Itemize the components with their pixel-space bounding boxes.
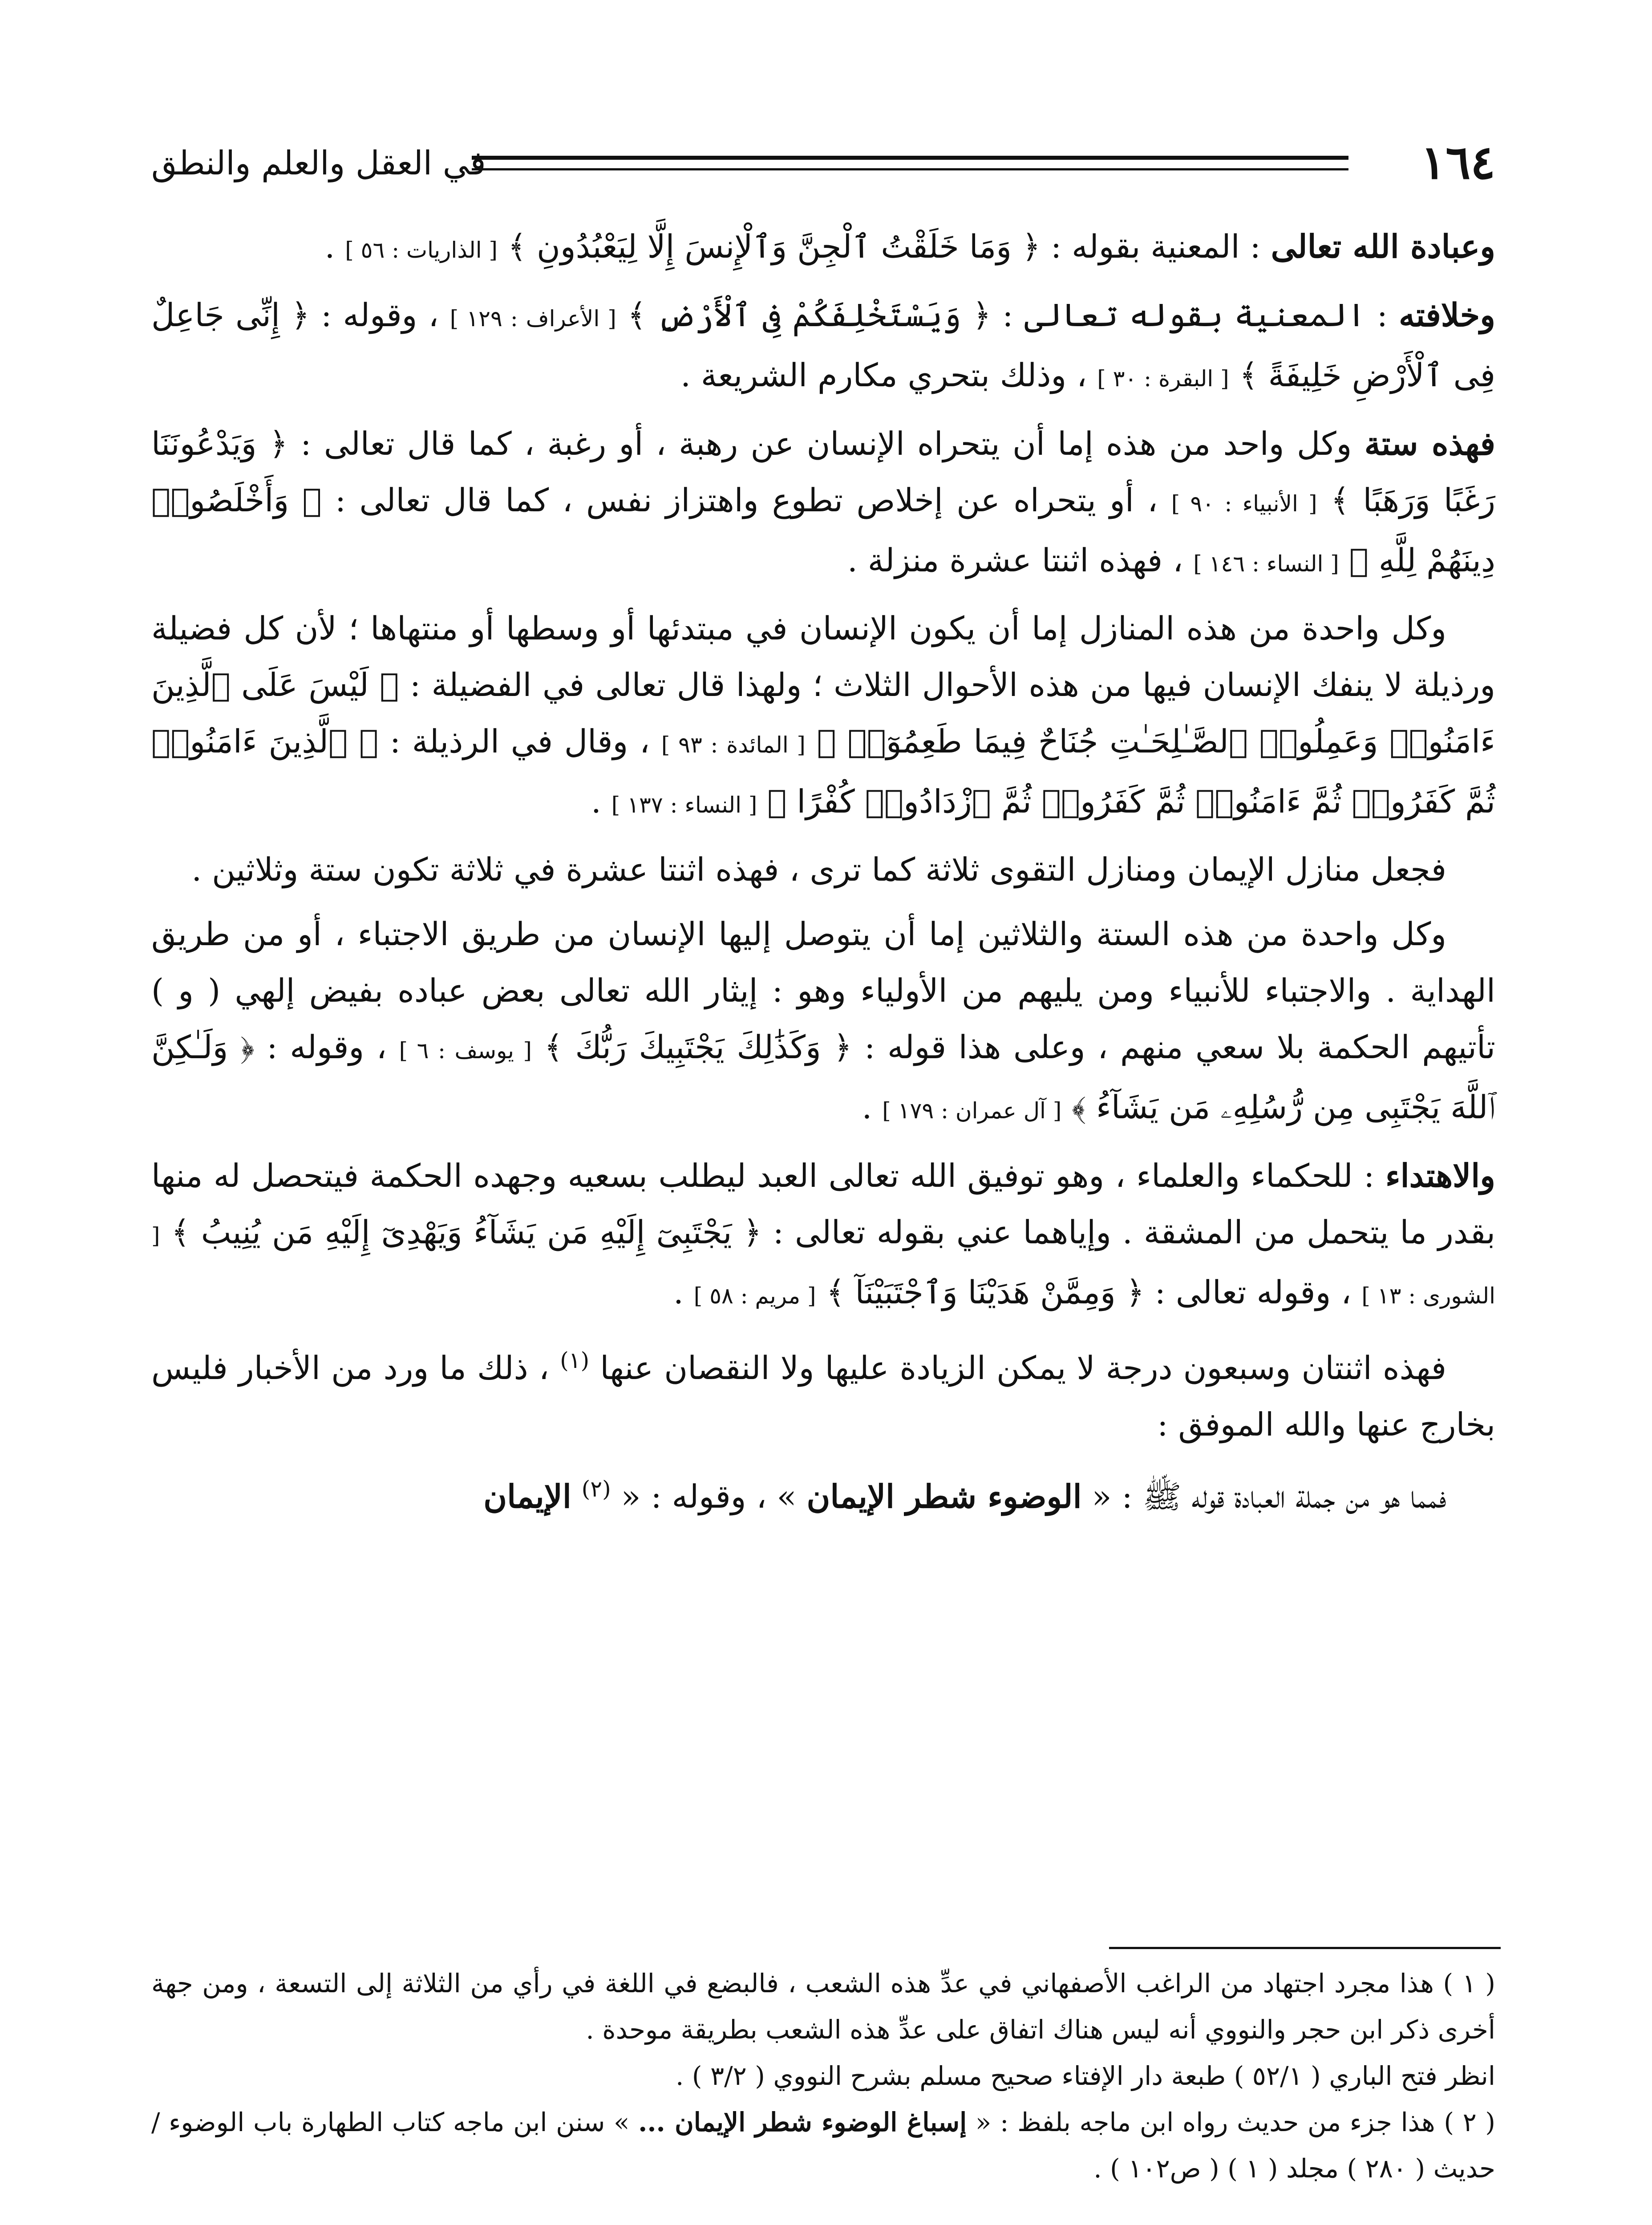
footnote-1 xyxy=(151,1960,1495,2053)
header-double-rule xyxy=(472,154,1348,181)
footnote-marker: (٢) xyxy=(581,1476,611,1502)
footnote-text: » سنن ابن ماجه كتاب الطهارة باب الوضوء / حديث ( ٢٨٠ ) مجلد ( ١ ) ( ص١٠٢ ) . xyxy=(151,2107,1495,2184)
paragraph-thirty-six xyxy=(151,841,1495,898)
paragraph-text: فجعل منازل الإيمان ومنازل التقوى ثلاثة كما ترى ، فهذه اثنتا عشرة في ثلاثة تكون ستة وثلاثين . xyxy=(191,851,1446,888)
paragraph-end: ، ذلك ما ورد من الأخبار فليس بخارج عنها والله الموفق : xyxy=(151,1349,1495,1443)
verse-reference: [ النساء : ١٤٦ ] xyxy=(1193,551,1339,577)
paragraph-text: وكل واحدة من هذه الستة والثلاثين إما أن يتوصل إليها الإنسان من طريق الاجتباء ، أو من طريق الهداية . والاجتباء للأنبياء ومن يليهم من الأولياء وهو : إيثار الله تعالى بعض عباده بفيض إلهي ( و ) تأتيهم الحكمة بلا سعي منهم ، وعلى هذا قوله : ﴿ وَكَذَٰلِكَ يَجْتَبِيكَ رَبُّكَ ﴾ xyxy=(151,915,1496,1066)
paragraph-stations xyxy=(151,600,1495,833)
verse-reference: [ الذاريات : ٥٦ ] xyxy=(345,237,498,263)
paragraph-text: فهذه اثنتان وسبعون درجة لا يمكن الزيادة عليها ولا النقصان عنها xyxy=(600,1349,1447,1387)
paragraph-end: . xyxy=(862,1088,872,1126)
paragraph-worship xyxy=(151,218,1495,279)
verse-reference: [ المائدة : ٩٣ ] xyxy=(661,732,806,758)
verse-reference: [ الأعراف : ١٢٩ ] xyxy=(449,306,616,332)
footnote-text: ( ٢ ) هذا جزء من حديث رواه ابن ماجه بلفظ : « xyxy=(975,2107,1495,2137)
term-worship: وعبادة الله تعالى xyxy=(1271,227,1495,265)
hadith-quote: الوضوء شطر الإيمان xyxy=(806,1477,1082,1515)
footnotes xyxy=(151,1960,1495,2192)
paragraph-text: : المعنية بقوله تعالى : ﴿ وَيَسْتَخْلِفَكُمْ فِى ٱلْأَرْضِ ﴾ xyxy=(627,296,1388,334)
paragraph-guidance xyxy=(151,1147,1495,1324)
footnote-text: ( ١ ) هذا مجرد اجتهاد من الراغب الأصفهاني في عدِّ هذه الشعب ، فالبضع في اللغة في رأي من الثلاثة إلى التسعة ، ومن جهة أخرى ذكر ابن حجر والنووي أنه ليس هناك اتفاق على عدِّ هذه الشعب بطريقة موحدة . xyxy=(151,1968,1495,2045)
paragraph-text: ، وقال في الرذيلة : ﴿ ٱلَّذِينَ ءَامَنُوا۟ ثُمَّ كَفَرُوا۟ ثُمَّ ءَامَنُوا۟ ثُمَّ كَفَرُوا۟ ثُمَّ ٱزْدَادُوا۟ كُفْرًا ﴾ xyxy=(151,723,1495,820)
paragraph-end: ، وذلك بتحري مكارم الشريعة . xyxy=(680,356,1087,394)
paragraph-text: : للحكماء والعلماء ، وهو توفيق الله تعالى العبد ليطلب بسعيه وجهده الحكمة فيتحصل له منها بقدر ما يتحمل من المشقة . وإياهما عني بقوله تعالى : ﴿ يَجْتَبِىٓ إِلَيْهِ مَن يَشَآءُ وَيَهْدِىٓ إِلَيْهِ مَن يُنِيبُ ﴾ xyxy=(151,1157,1496,1251)
main-text xyxy=(151,218,1495,1525)
paragraph-six xyxy=(151,415,1495,592)
footnote-1-source xyxy=(151,2053,1495,2099)
paragraph-text: ، وقوله : ﴿ وَلَـٰكِنَّ ٱللَّهَ يَجْتَبِى مِن رُّسُلِهِۦ مَن يَشَآءُ ﴾ xyxy=(151,1028,1495,1126)
paragraph-vicegerency xyxy=(151,287,1495,407)
paragraph-text: وكل واحد من هذه إما أن يتحراه الإنسان عن رهبة ، أو رغبة ، كما قال تعالى : ﴿ وَيَدْعُونَنَا رَغَبًا وَرَهَبًا ﴾ xyxy=(151,425,1495,519)
footnote-quote: إسباغ الوضوء شطر الإيمان ... xyxy=(638,2107,967,2137)
paragraph-end: ، فهذه اثنتا عشرة منزلة . xyxy=(847,542,1183,579)
verse-reference: [ الأنبياء : ٩٠ ] xyxy=(1171,491,1317,517)
term-vicegerency: وخلافته xyxy=(1399,296,1496,334)
running-title: في العقل والعلم والنطق xyxy=(151,144,486,182)
verse-reference: [ مريم : ٥٨ ] xyxy=(693,1283,816,1309)
paragraph-seventy-two xyxy=(151,1332,1495,1453)
header-rule-thick xyxy=(472,156,1348,160)
paragraph-text: فمما هو من جملة العبادة قوله ﷺ : « xyxy=(1092,1478,1446,1515)
paragraph-text: ، أو يتحراه عن إخلاص تطوع واهتزاز نفس ، كما قال تعالى : ﴿ وَأَخْلَصُوا۟ دِينَهُمْ لِلَّهِ ﴾ xyxy=(151,481,1495,579)
verse-reference: [ آل عمران : ١٧٩ ] xyxy=(882,1098,1062,1124)
footnote-marker: (١) xyxy=(560,1347,590,1373)
footnote-2 xyxy=(151,2099,1495,2192)
verse-reference: [ البقرة : ٣٠ ] xyxy=(1097,366,1229,392)
paragraph-text: ، وقوله : ﴿ إِنِّى جَاعِلٌ فِى ٱلْأَرْضِ خَلِيفَةً ﴾ xyxy=(151,296,1495,394)
paragraph-end: . xyxy=(673,1274,684,1311)
paragraph-hadith xyxy=(151,1461,1495,1525)
term-six: فهذه ستة xyxy=(1364,425,1496,462)
paragraph-end: . xyxy=(324,228,335,265)
paragraph-text: : المعنية بقوله : ﴿ وَمَا خَلَقْتُ ٱلْجِنَّ وَٱلْإِنسَ إِلَّا لِيَعْبُدُونِ ﴾ xyxy=(507,228,1261,265)
paragraph-end: . xyxy=(591,783,601,820)
paragraph-text: ، وقوله تعالى : ﴿ وَمِمَّنْ هَدَيْنَا وَٱجْتَبَيْنَآ ﴾ xyxy=(826,1274,1352,1311)
page-header xyxy=(151,134,1495,205)
footnote-separator xyxy=(1109,1947,1501,1949)
header-rule-thin xyxy=(472,168,1348,170)
term-guidance: والاهتداء xyxy=(1385,1157,1495,1194)
hadith-quote: الإيمان xyxy=(483,1477,571,1515)
page-number: ١٦٤ xyxy=(1421,135,1495,190)
paragraph-text: » ، وقوله : « xyxy=(621,1478,797,1515)
paragraph-text: وكل واحدة من هذه المنازل إما أن يكون الإنسان في مبتدئها أو وسطها أو منتهاها ؛ لأن كل فضيلة ورذيلة لا ينفك الإنسان فيها من هذه الأحوال الثلاث ؛ ولهذا قال تعالى في الفضيلة : ﴿ لَيْسَ عَلَى ٱلَّذِينَ ءَامَنُوا۟ وَعَمِلُوا۟ ٱلصَّـٰلِحَـٰتِ جُنَاحٌ فِيمَا طَعِمُوٓا۟ ﴾ xyxy=(151,610,1496,760)
verse-reference: [ يوسف : ٦ ] xyxy=(399,1038,532,1064)
footnote-text: انظر فتح الباري ( ٥٢/١ ) طبعة دار الإفتاء صحيح مسلم بشرح النووي ( ٣/٢ ) . xyxy=(676,2061,1495,2091)
verse-reference: [ الشورى : ١٣ ] xyxy=(151,1223,1495,1309)
verse-reference: [ النساء : ١٣٧ ] xyxy=(611,792,757,818)
paragraph-selection xyxy=(151,906,1495,1139)
